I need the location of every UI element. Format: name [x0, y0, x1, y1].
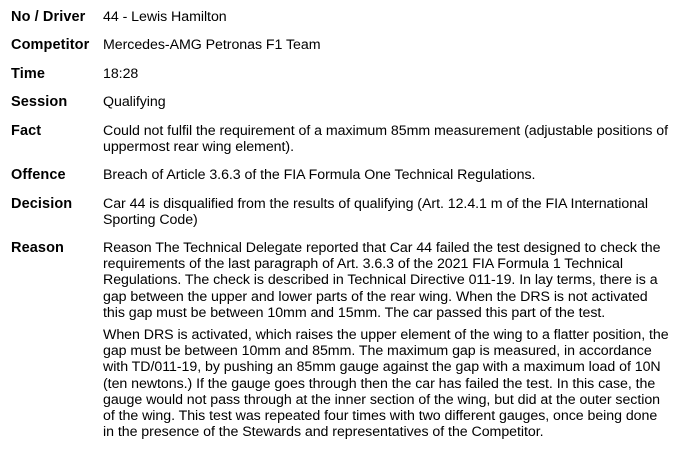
reason-label: Reason	[11, 240, 64, 256]
competitor-value: Mercedes-AMG Petronas F1 Team	[103, 37, 321, 53]
session-label: Session	[11, 94, 68, 110]
reason-paragraph: Reason The Technical Delegate reported that Car 44 failed the test designed to check the requirements of the last paragraph of Art. 3.6.3 of the 2021 FIA Formula 1 Technical Regulations. The check is described in Technical Directive 011-19. In lay terms, there is a gap between the upper and lower parts of the rear wing. When the DRS is not activated this gap must be between 10mm and 15mm. The car passed this part of the test.	[103, 240, 661, 321]
offence-label: Offence	[11, 167, 66, 183]
reason-value	[103, 240, 671, 440]
time-value: 18:28	[103, 66, 139, 82]
fact-label: Fact	[11, 123, 42, 139]
driver-label: No / Driver	[11, 9, 86, 25]
fact-value: Could not fulfil the requirement of a maximum 85mm measurement (adjustable positions of uppermost rear wing element).	[103, 123, 668, 156]
offence-value: Breach of Article 3.6.3 of the FIA Formula One Technical Regulations.	[103, 167, 536, 183]
reason-paragraph: When DRS is activated, which raises the upper element of the wing to a flatter position, the gap must be between 10mm and 85mm. The maximum gap is measured, in accordance with TD/011-19, by pushing an 85mm gauge against the gap with a maximum load of 10N (ten newtons.) If the gauge goes through then the car has failed the test. In this case, the gauge would not pass through at the inner section of the wing, but did at the outer section of the wing. This test was repeated four times with two different gauges, once being done in the presence of the Stewards and representatives of the Competitor.	[103, 327, 669, 441]
time-label: Time	[11, 66, 45, 82]
decision-label: Decision	[11, 196, 73, 212]
decision-value: Car 44 is disqualified from the results of qualifying (Art. 12.4.1 m of the FIA International Sporting Code)	[103, 196, 648, 229]
driver-value: 44 - Lewis Hamilton	[103, 9, 227, 25]
session-value: Qualifying	[103, 94, 166, 110]
competitor-label: Competitor	[11, 37, 90, 53]
